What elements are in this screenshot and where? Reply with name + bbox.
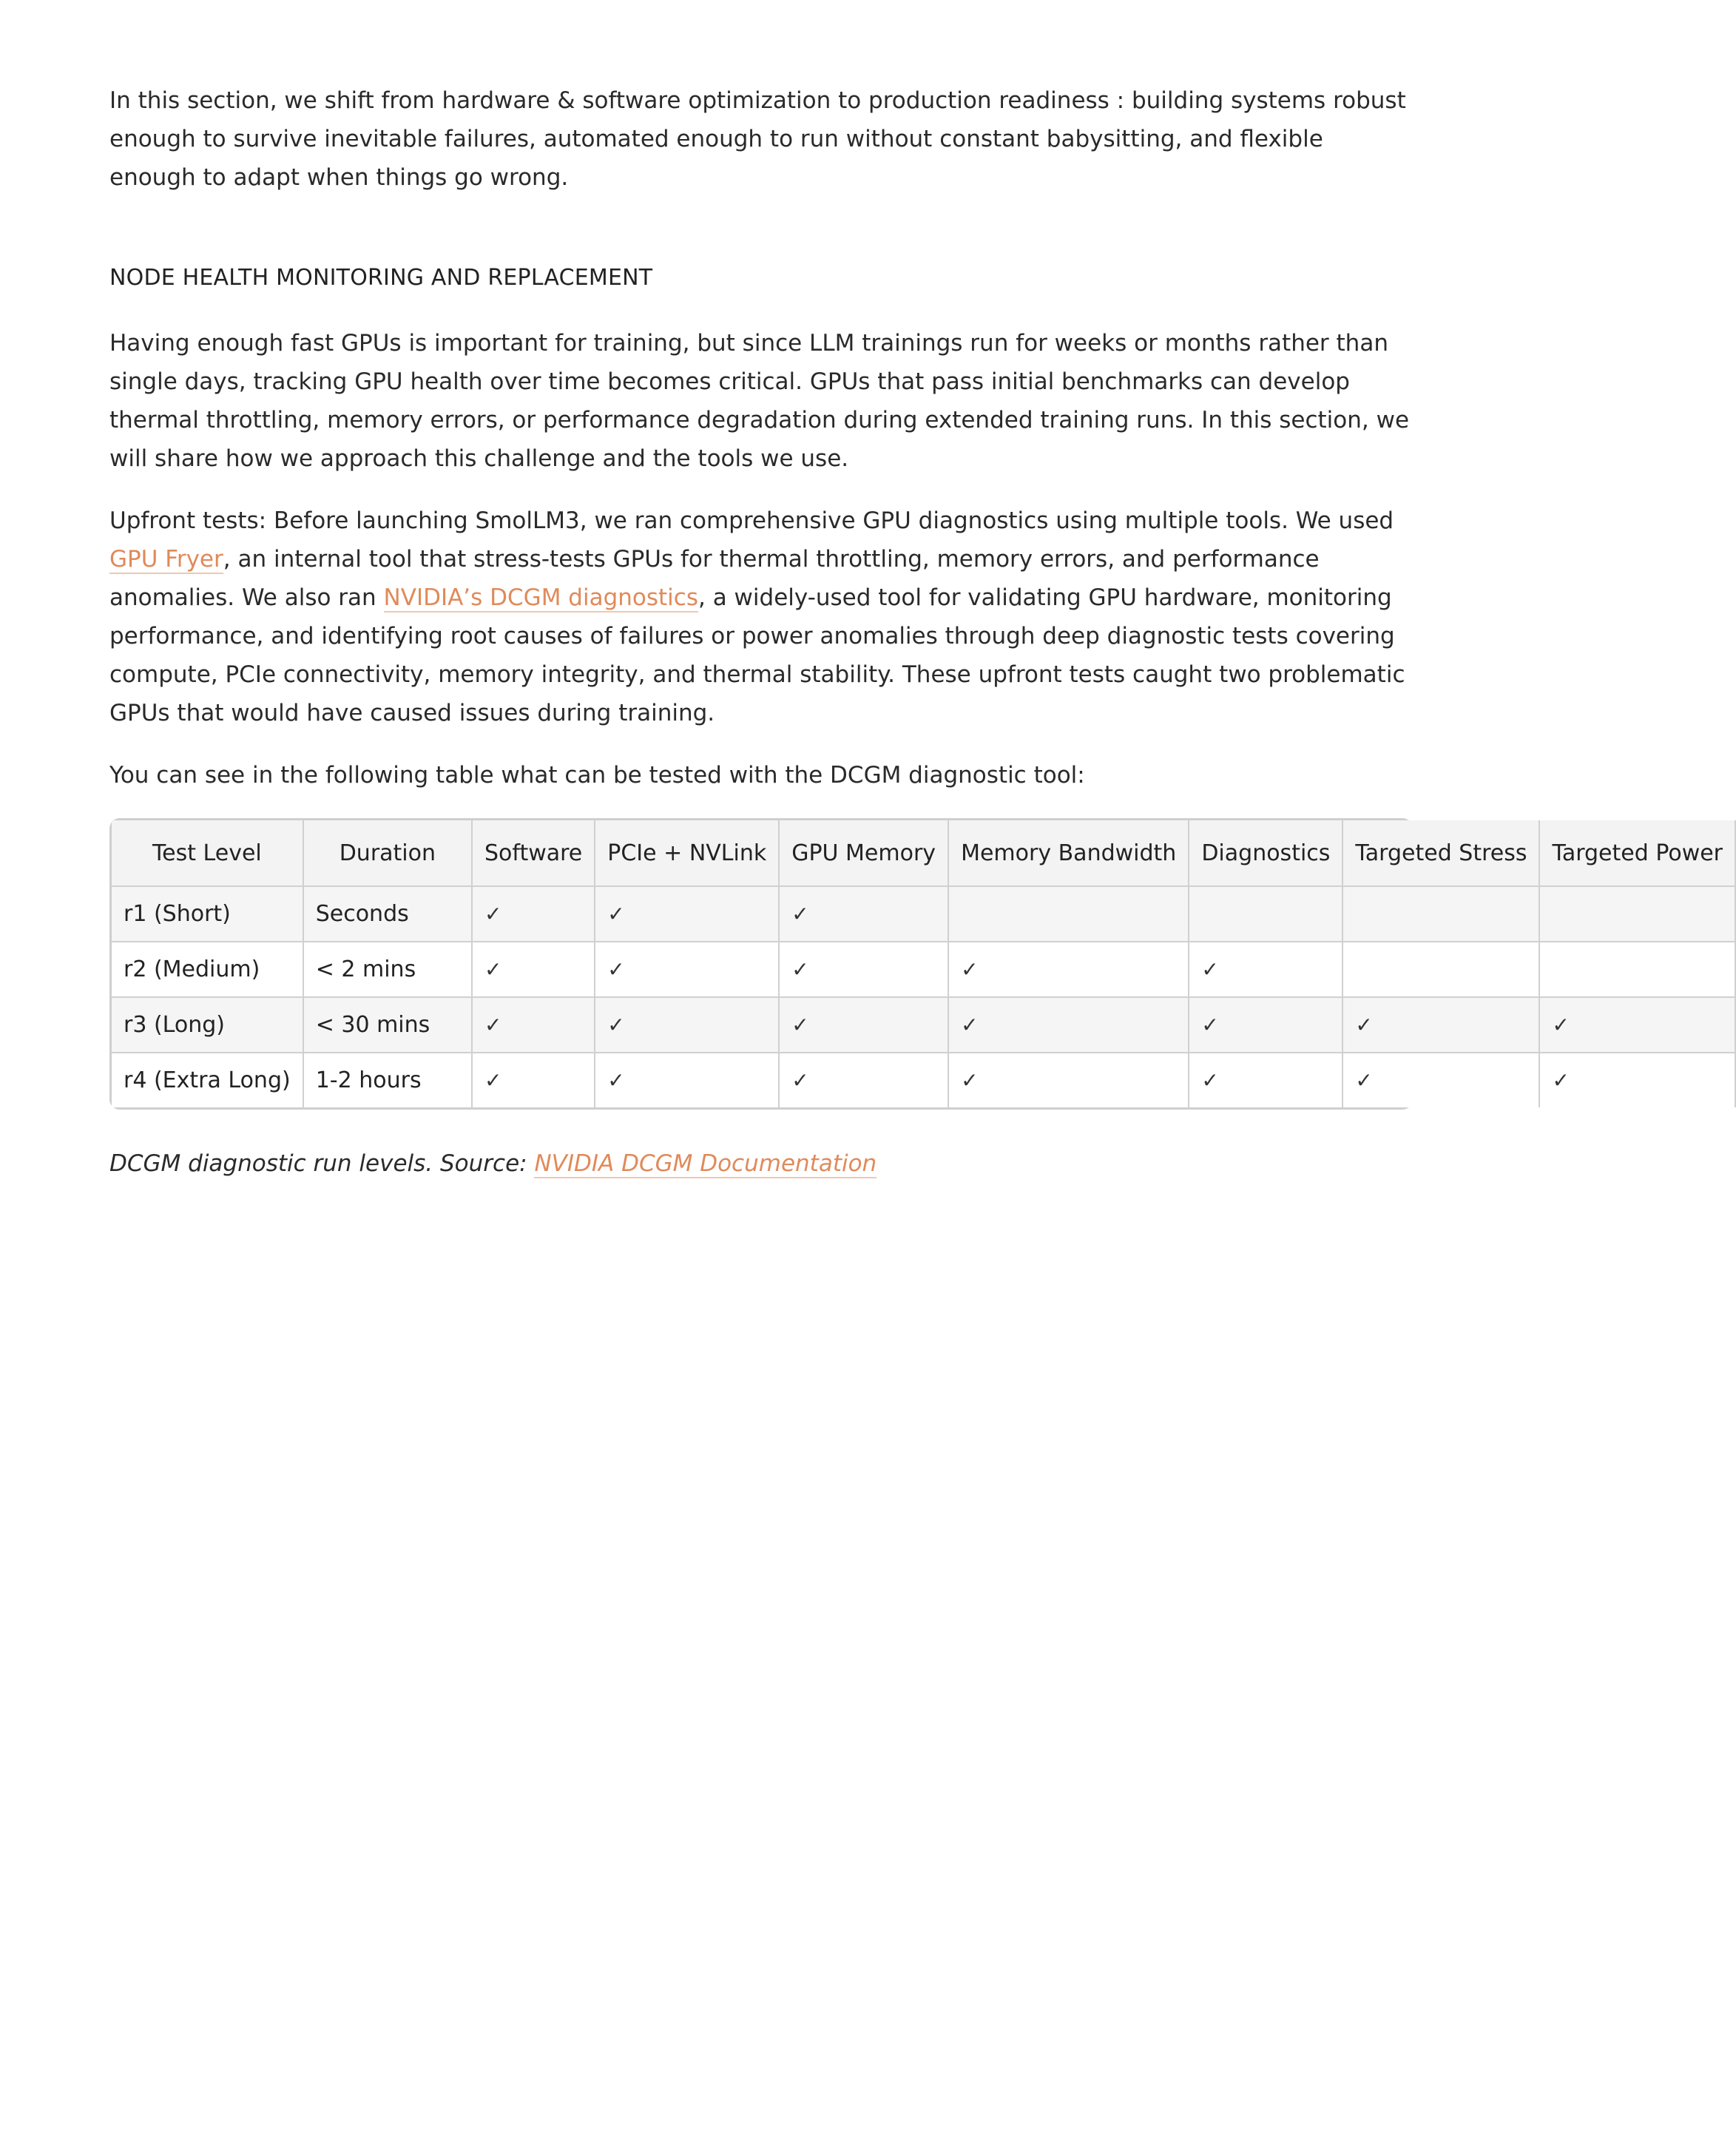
upfront-tests-tail: , a widely-used tool for validating GPU hardware, monitoring performance, and identifying root causes of failures or power anomalies through deep diagnostic tests covering compute, PCIe connectivity, memory integrity, and thermal stability. These upfront tests caught two problematic GPUs that would have caused issues during training.	[109, 584, 1405, 726]
column-header-duration: Duration	[303, 820, 472, 886]
cell-software: ✓	[472, 942, 595, 997]
cell-duration: < 2 mins	[303, 942, 472, 997]
caption-lead: DCGM diagnostic run levels. Source:	[109, 1150, 535, 1177]
table-scroll-container[interactable]	[109, 818, 1723, 1110]
cell-targeted-power: ✓	[1539, 1053, 1735, 1107]
cell-gpu-memory: ✓	[779, 886, 948, 942]
cell-gpu-memory: ✓	[779, 1053, 948, 1107]
cell-pcie-nvlink: ✓	[595, 997, 779, 1053]
cell-pcie-nvlink: ✓	[595, 886, 779, 942]
cell-diagnostics: ✓	[1189, 997, 1342, 1053]
cell-duration: Seconds	[303, 886, 472, 942]
cell-test-level: r2 (Medium)	[112, 942, 303, 997]
gpu-fryer-link[interactable]: GPU Fryer	[109, 546, 223, 573]
column-header-pcie-nvlink: PCIe + NVLink	[595, 820, 779, 886]
dcgm-diagnostics-link[interactable]: NVIDIA’s DCGM diagnostics	[383, 584, 698, 611]
column-header-diagnostics: Diagnostics	[1189, 820, 1342, 886]
cell-software: ✓	[472, 1053, 595, 1107]
cell-test-level: r1 (Short)	[112, 886, 303, 942]
table-row	[112, 942, 1735, 997]
cell-diagnostics: ✓	[1189, 942, 1342, 997]
cell-software: ✓	[472, 886, 595, 942]
cell-targeted-power	[1539, 886, 1735, 942]
gpu-health-paragraph: Having enough fast GPUs is important for training, but since LLM trainings run for weeks or months rather than single days, tracking GPU health over time becomes critical. GPUs that pass initial benchmarks can develop thermal throttling, memory errors, or performance degradation during extended training runs. In this section, we will share how we approach this challenge and the tools we use.	[109, 330, 1410, 472]
cell-gpu-memory: ✓	[779, 997, 948, 1053]
column-header-targeted-stress: Targeted Stress	[1342, 820, 1539, 886]
cell-duration: < 30 mins	[303, 997, 472, 1053]
table-row	[112, 886, 1735, 942]
cell-test-level: r4 (Extra Long)	[112, 1053, 303, 1107]
cell-pcie-nvlink: ✓	[595, 1053, 779, 1107]
cell-diagnostics	[1189, 886, 1342, 942]
cell-memory-bandwidth: ✓	[948, 1053, 1189, 1107]
dcgm-run-levels-table	[112, 820, 1736, 1107]
cell-test-level: r3 (Long)	[112, 997, 303, 1053]
upfront-tests-paragraph	[109, 502, 1411, 732]
cell-targeted-stress	[1342, 942, 1539, 997]
cell-memory-bandwidth: ✓	[948, 942, 1189, 997]
cell-targeted-stress: ✓	[1342, 997, 1539, 1053]
cell-diagnostics: ✓	[1189, 1053, 1342, 1107]
intro-paragraph: In this section, we shift from hardware & software optimization to production readiness : building systems robust enough to survive inevitable failures, automated enough to run without constant babysitting, and flexible enough to adapt when things go wrong.	[109, 87, 1406, 191]
table-row	[112, 997, 1735, 1053]
column-header-memory-bandwidth: Memory Bandwidth	[948, 820, 1189, 886]
column-header-targeted-power: Targeted Power	[1539, 820, 1735, 886]
table-row	[112, 1053, 1735, 1107]
column-header-gpu-memory: GPU Memory	[779, 820, 948, 886]
section-heading: NODE HEALTH MONITORING AND REPLACEMENT	[109, 265, 653, 291]
cell-memory-bandwidth	[948, 886, 1189, 942]
column-header-test-level: Test Level	[112, 820, 303, 886]
cell-gpu-memory: ✓	[779, 942, 948, 997]
table-intro-paragraph: You can see in the following table what can be tested with the DCGM diagnostic tool:	[109, 762, 1085, 789]
upfront-tests-lead: Upfront tests: Before launching SmolLM3, we ran comprehensive GPU diagnostics using multiple tools. We used	[109, 507, 1394, 534]
upfront-tests-mid: , an internal tool that stress-tests GPUs for thermal throttling, memory errors, and performance anomalies. We also ran	[109, 546, 1320, 611]
table-header-row	[112, 820, 1735, 886]
cell-targeted-power	[1539, 942, 1735, 997]
dcgm-documentation-link[interactable]: NVIDIA DCGM Documentation	[534, 1150, 877, 1177]
article-content	[109, 81, 1723, 1181]
cell-targeted-power: ✓	[1539, 997, 1735, 1053]
cell-targeted-stress: ✓	[1342, 1053, 1539, 1107]
cell-pcie-nvlink: ✓	[595, 942, 779, 997]
table-caption	[109, 1147, 1411, 1181]
cell-targeted-stress	[1342, 886, 1539, 942]
cell-duration: 1-2 hours	[303, 1053, 472, 1107]
cell-software: ✓	[472, 997, 595, 1053]
cell-memory-bandwidth: ✓	[948, 997, 1189, 1053]
column-header-software: Software	[472, 820, 595, 886]
